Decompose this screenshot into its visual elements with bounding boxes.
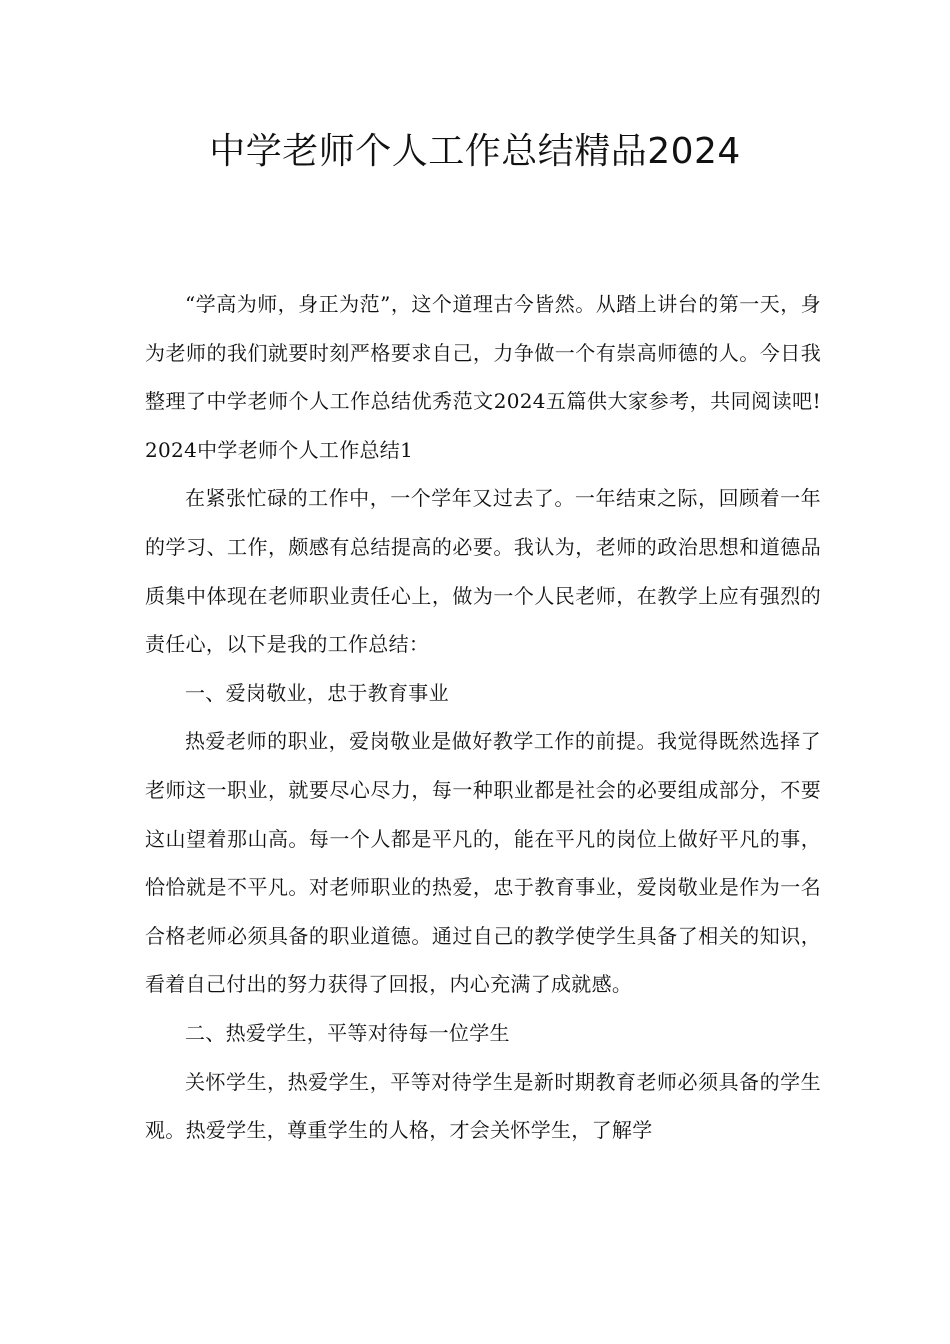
- section-heading-1: 一、爱岗敬业，忠于教育事业: [185, 680, 449, 705]
- paragraph-intro: “学高为师，身正为范”，这个道理古今皆然。从踏上讲台的第一天，身为老师的我们就要时刻严格要求自己，力争做一个有崇高师德的人。今日我整理了中学老师个人工作总结优秀范文2024五篇供大家参考，共同阅读吧!2024中学老师个人工作总结1: [145, 292, 821, 462]
- paragraph-section-1: 热爱老师的职业，爱岗敬业是做好教学工作的前提。我觉得既然选择了老师这一职业，就要尽心尽力，每一种职业都是社会的必要组成部分，不要这山望着那山高。每一个人都是平凡的，能在平凡的岗位上做好平凡的事，恰恰就是不平凡。对老师职业的热爱，忠于教育事业，爱岗敬业是作为一名合格老师必须具备的职业道德。通过自己的教学使学生具备了相关的知识，看着自己付出的努力获得了回报，内心充满了成就感。: [145, 729, 821, 997]
- paragraph-summary-opening: 在紧张忙碌的工作中，一个学年又过去了。一年结束之际，回顾着一年的学习、工作，颇感有总结提高的必要。我认为，老师的政治思想和道德品质集中体现在老师职业责任心上，做为一个人民老师，在教学上应有强烈的责任心，以下是我的工作总结：: [145, 486, 821, 657]
- paragraph-section-2: 关怀学生，热爱学生，平等对待学生是新时期教育老师必须具备的学生观。热爱学生，尊重学生的人格，才会关怀学生，了解学: [145, 1069, 821, 1143]
- document-title: 中学老师个人工作总结精品2024: [209, 131, 741, 172]
- document-body: [145, 280, 821, 1155]
- section-heading-2: 二、热爱学生，平等对待每一位学生: [185, 1020, 510, 1045]
